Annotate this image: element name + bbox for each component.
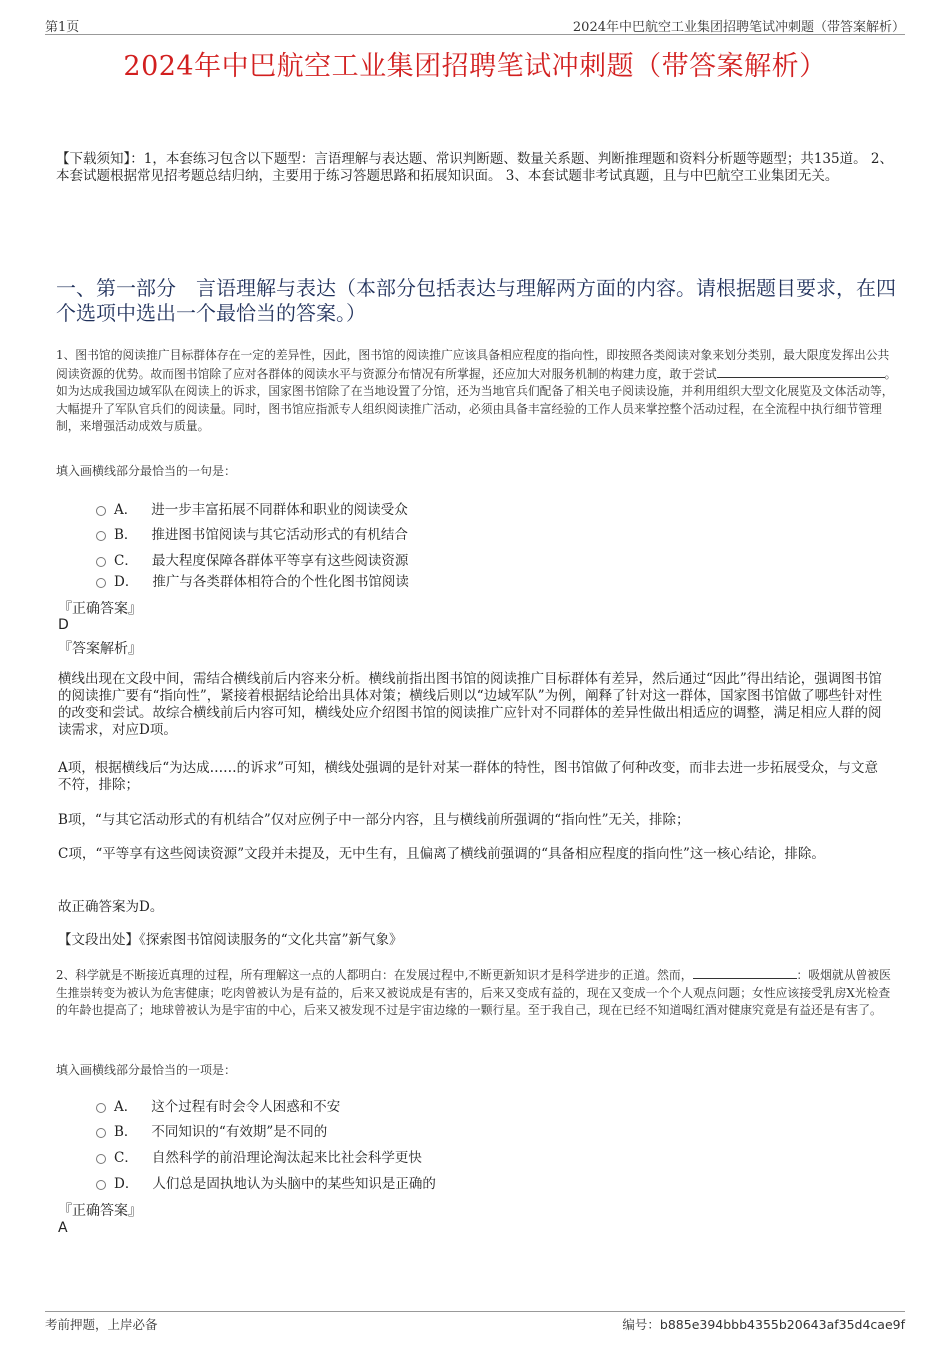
q2-answer-label: 『正确答案』 [58,1203,142,1219]
q1-option-b[interactable]: B． 推进图书馆阅读与其它活动形式的有机结合 [96,523,408,543]
question-1-text: 1、图书馆的阅读推广目标群体存在一定的差异性，因此，图书馆的阅读推广应该具备相应程度的指向性，即按照各类阅读对象来划分类别，最大限度发挥出公共阅读资源的优势。故而图书馆除了应对各群体的阅读水平与资源分布情况有所掌握，还应加大对服务机制的构建力度，敢于尝试 。如为达成我国边域军队在阅读上的诉求，国家图书馆除了在当地设置了分馆，还为当地官兵们配备了相关电子阅读设施，并利用组织大型文化展览及文体活动等，大幅提升了军队官兵们的阅读量。同时，图书馆应指派专人组织阅读推广活动，必须由具备丰富经验的工作人员来掌控整个活动过程，在全流程中执行细节管理制，来增强活动成效与质量。 [56,348,897,433]
radio-icon[interactable] [96,1103,106,1113]
q1-answer: D [58,617,69,633]
header-doc-title: 2024年中巴航空工业集团招聘笔试冲刺题（带答案解析） [572,20,905,35]
q1-option-d[interactable]: D． 推广与各类群体相符合的个性化图书馆阅读 [96,570,409,590]
q1-analysis-para: A项，根据横线后“为达成……的诉求”可知，横线处强调的是针对某一群体的特性，图书馆做了何种改变，而非去进一步拓展受众，与文意不符，排除； [58,760,879,793]
q1-analysis-para: C项，“平等享有这些阅读资源”文段并未提及，无中生有，且偏离了横线前强调的“具备相应程度的指向性”这一核心结论，排除。 [58,846,825,862]
q1-analysis-label: 『答案解析』 [58,641,142,657]
footer-slogan: 考前押题，上岸必备 [45,1317,158,1332]
q1-analysis-para: 横线出现在文段中间，需结合横线前后内容来分析。横线前指出图书馆的阅读推广目标群体有差异，然后通过“因此”得出结论，强调图书馆的阅读推广要有“指向性”，紧接着根据结论给出具体对策；横线后则以“边域军队”为例，阐释了针对这一群体，国家图书馆做了哪些针对性的改变和尝试。故综合横线前后内容可知，横线处应介绍图书馆的阅读推广应针对不同群体的差异性做出相适应的调整，满足相应人群的阅读需求，对应D项。 [58,671,883,738]
question-2-prompt: 填入画横线部分最恰当的一项是： [56,1063,237,1077]
q2-option-b[interactable]: B． 不同知识的“有效期”是不同的 [96,1120,327,1140]
section-title: 一、第一部分 言语理解与表达（本部分包括表达与理解两方面的内容。请根据题目要求，在四个选项中选出一个最恰当的答案。） [56,276,896,325]
radio-icon[interactable] [96,1180,106,1190]
q1-source: 【文段出处】《探索图书馆阅读服务的“文化共富”新气象》 [58,932,403,948]
footer-code: 编号：b885e394bbb4355b20643af35d4cae9f [622,1317,905,1332]
radio-icon[interactable] [96,1154,106,1164]
page-header [45,14,905,35]
q1-analysis-para: 故正确答案为D。 [58,899,164,915]
q2-answer: A [58,1220,68,1236]
radio-icon[interactable] [96,531,106,541]
radio-icon[interactable] [96,1128,106,1138]
q1-option-c[interactable]: C． 最大程度保障各群体平等享有这些阅读资源 [96,549,408,569]
document-title: 2024年中巴航空工业集团招聘笔试冲刺题（带答案解析） [123,51,827,82]
question-2-text: 2、科学就是不断接近真理的过程，所有理解这一点的人都明白：在发展过程中,不断更新知识才是科学进步的正道。然而， ：吸烟就从曾被医生推崇转变为被认为危害健康；吃肉曾被认为是有益的，后来又被说成是有害的，后来又变成有益的，现在又变成一个个人观点问题；女性应该接受乳房X光检查的年龄也提高了；地球曾被认为是宇宙的中心，后来又被发现不过是宇宙边缘的一颗行星。至于我自己，现在已经不知道喝红酒对健康究竟是有益还是有害了。 [56,968,891,1017]
q1-option-a[interactable]: A． 进一步丰富拓展不同群体和职业的阅读受众 [96,498,408,518]
radio-icon[interactable] [96,578,106,588]
radio-icon[interactable] [96,557,106,567]
question-1-prompt: 填入画横线部分最恰当的一句是： [56,464,237,478]
page-footer [45,1311,905,1332]
fill-blank [717,365,885,378]
q1-answer-label: 『正确答案』 [58,601,142,617]
q2-option-a[interactable]: A． 这个过程有时会令人困惑和不安 [96,1095,340,1115]
fill-blank [693,966,797,979]
q2-option-d[interactable]: D． 人们总是固执地认为头脑中的某些知识是正确的 [96,1172,436,1192]
download-notice: 【下载须知】：1，本套练习包含以下题型：言语理解与表达题、常识判断题、数量关系题、判断推理题和资料分析题等题型；共135道。 2、本套试题根据常见招考题总结归纳，主要用于练习答题思路和拓展知识面。 3、本套试题非考试真题，且与中巴航空工业集团无关。 [56,151,893,184]
q1-analysis-para: B项，“与其它活动形式的有机结合”仅对应例子中一部分内容，且与横线前所强调的“指向性”无关，排除； [58,812,690,828]
q2-option-c[interactable]: C． 自然科学的前沿理论淘汰起来比社会科学更快 [96,1146,422,1166]
radio-icon[interactable] [96,506,106,516]
page-number: 第1页 [45,20,80,35]
